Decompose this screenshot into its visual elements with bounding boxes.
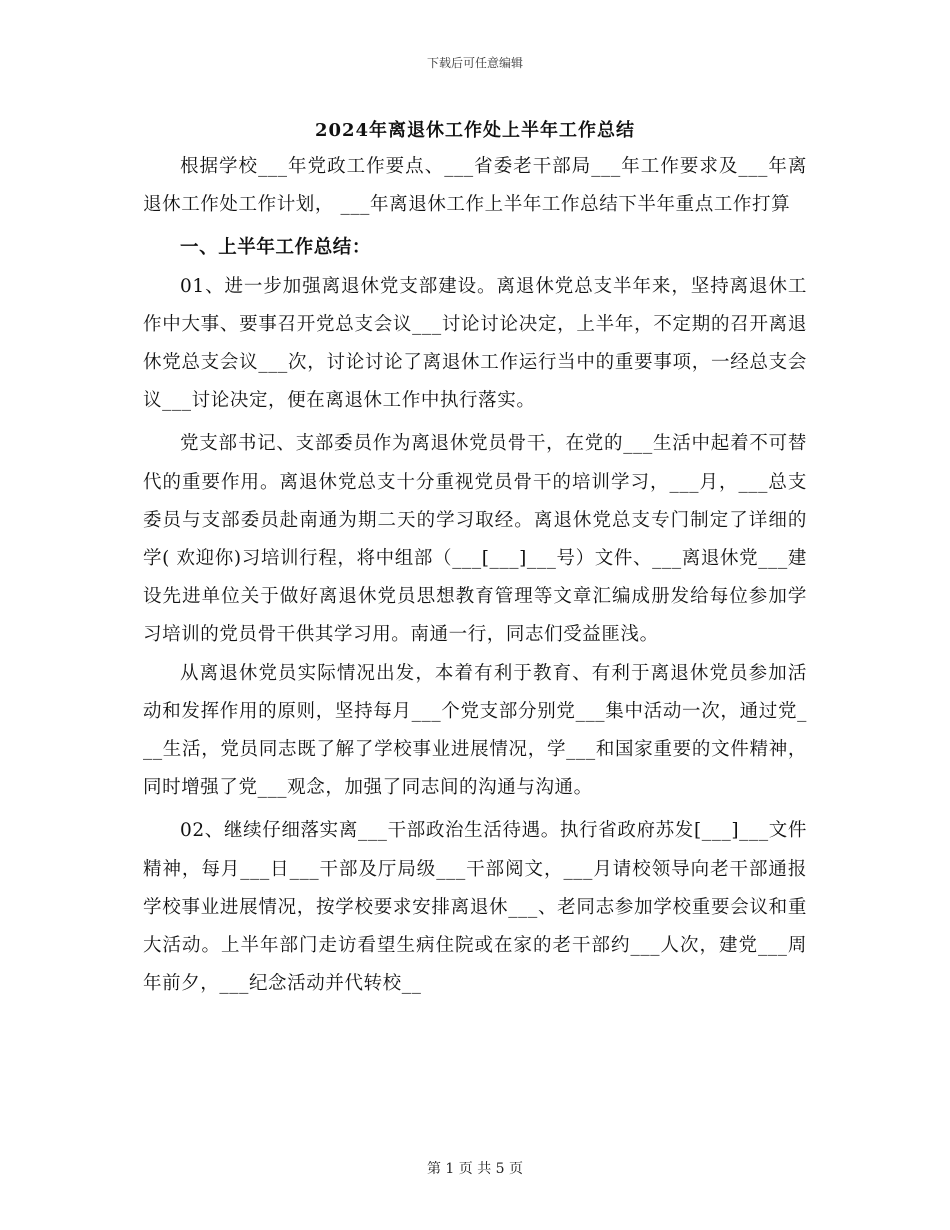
header-note: 下载后可任意编辑 bbox=[426, 56, 523, 70]
body-paragraph: 02、继续仔细落实离___干部政治生活待遇。执行省政府苏发[___]___文件精神，每月___日___干部及厅局级___干部阅文，___月请校领导向老干部通报学校事业进展情况，按学校要求安排离退休___、老同志参加学校重要会议和重大活动。上半年部门走访看望生病住院或在家的老干部约___人次，建党___周年前夕，___纪念活动并代转校__ bbox=[143, 820, 807, 995]
document-body bbox=[143, 148, 807, 1003]
document-title: 2024年离退休工作处上半年工作总结 bbox=[314, 120, 636, 141]
body-paragraph: 01、进一步加强离退休党支部建设。离退休党总支半年来，坚持离退休工作中大事、要事召开党总支会议___讨论讨论决定，上半年，不定期的召开离退休党总支会议___次，讨论讨论了离退休工作运行当中的重要事项，一经总支会议___讨论决定，便在离退休工作中执行落实。 bbox=[143, 275, 807, 412]
intro-paragraph: 根据学校___年党政工作要点、___省委老干部局___年工作要求及___年离退休工作处工作计划， ___年离退休工作上半年工作总结下半年重点工作打算 bbox=[143, 156, 807, 216]
section-heading: 一、上半年工作总结： bbox=[180, 237, 372, 259]
body-paragraph: 党支部书记、支部委员作为离退休党员骨干，在党的___生活中起着不可替代的重要作用。离退休党总支十分重视党员骨干的培训学习，___月，___总支委员与支部委员赴南通为期二天的学习取经。离退休党总支专门制定了详细的学( 欢迎你)习培训行程，将中组部（___[___]___号）文件、___离退休党___建设先进单位关于做好离退休党员思想教育管理等文章汇编成册发给每位参加学习培训的党员骨干供其学习用。南通一行，同志们受益匪浅。 bbox=[143, 433, 807, 646]
body-paragraph: 从离退休党员实际情况出发，本着有利于教育、有利于离退休党员参加活动和发挥作用的原则，坚持每月___个党支部分别党___集中活动一次，通过党___生活，党员同志既了解了学校事业进展情况，学___和国家重要的文件精神，同时增强了党___观念，加强了同志间的沟通与沟通。 bbox=[143, 662, 807, 799]
page-number: 第 1 页 共 5 页 bbox=[426, 1161, 524, 1177]
